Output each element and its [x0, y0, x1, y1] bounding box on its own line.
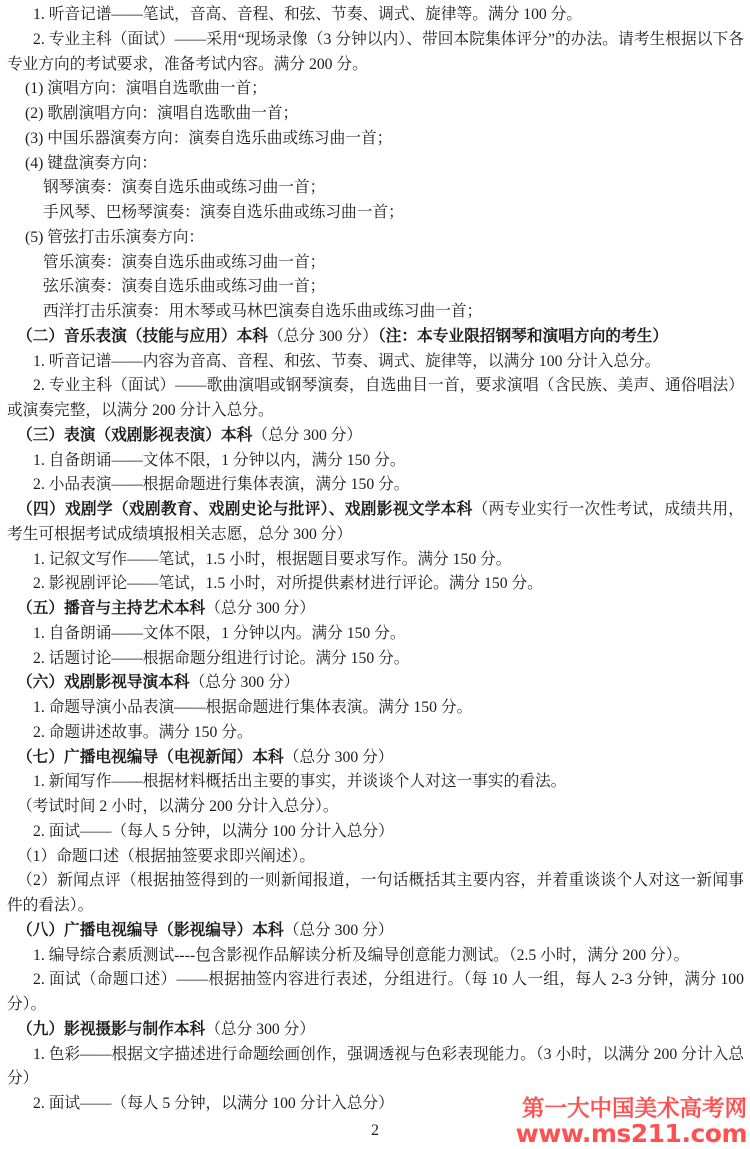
body-text: 2. 影视剧评论——笔试，1.5 小时，对所提供素材进行评论。满分 150 分。: [33, 575, 543, 593]
paragraph: [7, 127, 744, 152]
body-text: （总分 300 分）: [205, 1020, 316, 1038]
heading-text: （四）戏剧学（戏剧教育、戏剧史论与批评）、戏剧影视文学本科: [17, 501, 473, 518]
paragraph: [7, 28, 744, 78]
watermark-site-url: www.ms211.com: [515, 1118, 747, 1148]
paragraph: [7, 350, 744, 375]
body-text: （总分 300 分）: [252, 426, 363, 444]
paragraph: [7, 473, 744, 498]
paragraph: [7, 3, 744, 28]
section-heading: [7, 746, 744, 771]
paragraph: [7, 102, 744, 127]
site-watermark: [516, 1097, 747, 1147]
heading-text: （七）广播电视编导（电视新闻）本科: [17, 748, 284, 766]
paragraph: [7, 647, 744, 672]
watermark-site-name: 第一大中国美术高考网: [521, 1096, 747, 1122]
heading-text: （二）音乐表演（技能与应用）本科: [17, 327, 268, 345]
paragraph: [7, 374, 744, 424]
body-text: 1. 记叙文写作——笔试，1.5 小时，根据题目要求写作。满分 150 分。: [33, 550, 512, 568]
body-text: 2. 面试（命题口述）——根据抽签内容进行表述，分组进行。（每 10 人一组，每人 2-3 分钟，满分 100 分）。: [7, 971, 744, 1013]
paragraph: [7, 572, 744, 597]
body-text: 2. 专业主科（面试）——歌曲演唱或钢琴演奏，自选曲目一首，要求演唱（含民族、美声、通俗唱法）或演奏完整，以满分 200 分计入总分。: [7, 377, 744, 419]
page-number: 2: [371, 1122, 379, 1139]
body-text: 手风琴、巴杨琴演奏：演奏自选乐曲或练习曲一首；: [43, 204, 404, 221]
paragraph: [7, 770, 744, 795]
body-text: 1. 编导综合素质测试----包含影视作品解读分析及编导创意能力测试。（2.5 小时，满分 200 分）。: [33, 946, 690, 964]
paragraph: [7, 449, 744, 474]
paragraph: [7, 251, 744, 276]
heading-text: （六）戏剧影视导演本科: [17, 674, 190, 692]
section-heading: [7, 1018, 744, 1043]
body-text: （总分 300 分）: [189, 674, 300, 692]
section-heading: [7, 498, 744, 548]
heading-text: （八）广播电视编导（影视编导）本科: [17, 921, 284, 939]
body-text: 1. 自备朗诵——文体不限，1 分钟以内，满分 150 分。: [33, 451, 406, 469]
section-heading: [7, 671, 744, 696]
paragraph: [7, 176, 744, 201]
body-text: 1. 自备朗诵——文体不限，1 分钟以内。满分 150 分。: [33, 624, 406, 642]
section-heading: [7, 325, 744, 350]
body-text: 1. 新闻写作——根据材料概括出主要的事实，并谈谈个人对这一事实的看法。: [33, 773, 567, 791]
body-text: 2. 面试——（每人 5 分钟，以满分 100 分计入总分）: [33, 1095, 394, 1112]
body-text: 2. 专业主科（面试）——采用“现场录像（3 分钟以内）、带回本院集体评分”的办法。请考生根据以下各专业方向的考试要求，准备考试内容。满分 200 分。: [7, 30, 744, 73]
body-text: (5) 管弦打击乐演奏方向：: [25, 228, 205, 246]
paragraph: [7, 1043, 744, 1093]
heading-text: （注：本专业限招钢琴和演唱方向的考生）: [377, 327, 669, 345]
paragraph: [7, 152, 744, 177]
body-text: (2) 歌剧演唱方向：演唱自选歌曲一首；: [25, 105, 299, 122]
body-text: 1. 听音记谱——内容为音高、音程、和弦、节奏、调式、旋律等，以满分 100 分计入总分。: [33, 352, 661, 370]
body-text: 1. 命题导演小品表演——根据命题进行集体表演。满分 150 分。: [33, 699, 473, 716]
body-text: （1）命题口述（根据抽签要求即兴阐述）。: [17, 847, 316, 865]
section-heading: [7, 424, 744, 449]
body-text: （2）新闻点评（根据抽签得到的一则新闻报道，一句话概括其主要内容，并着重谈谈个人对这一新闻事件的看法）。: [7, 872, 744, 914]
paragraph: [7, 226, 744, 251]
body-text: 2. 面试——（每人 5 分钟，以满分 100 分计入总分）: [33, 822, 394, 840]
body-text: （总分 300 分）: [283, 921, 394, 939]
body-text: (4) 键盘演奏方向：: [25, 154, 158, 172]
body-text: （总分 300 分）: [283, 748, 394, 766]
body-text: 2. 小品表演——根据命题进行集体表演，满分 150 分。: [33, 476, 410, 494]
paragraph: [7, 820, 744, 845]
paragraph: [7, 622, 744, 647]
body-text: （考试时间 2 小时，以满分 200 分计入总分）。: [17, 798, 339, 815]
body-text: (3) 中国乐器演奏方向：演奏自选乐曲或练习曲一首；: [25, 129, 393, 147]
body-text: 1. 色彩——根据文字描述进行命题绘画创作，强调透视与色彩表现能力。（3 小时，以满分 200 分计入总分）: [7, 1045, 744, 1088]
heading-text: （九）影视摄影与制作本科: [17, 1020, 206, 1038]
body-text: 西洋打击乐演奏：用木琴或马林巴演奏自选乐曲或练习曲一首；: [43, 303, 483, 320]
paragraph: [7, 721, 744, 746]
paragraph: [7, 201, 744, 226]
paragraph: [7, 869, 744, 919]
paragraph: [7, 845, 744, 870]
section-heading: [7, 919, 744, 944]
paragraph: [7, 795, 744, 820]
heading-text: （三）表演（戏剧影视表演）本科: [17, 426, 253, 444]
body-text: （总分 300 分）: [205, 600, 316, 617]
paragraph: [7, 696, 744, 721]
body-text: 2. 话题讨论——根据命题分组进行讨论。满分 150 分。: [33, 649, 410, 667]
body-text: （总分 300 分）: [268, 327, 378, 345]
body-text: 2. 命题讲述故事。满分 150 分。: [33, 723, 253, 741]
paragraph: [7, 77, 744, 102]
paragraph: [7, 548, 744, 573]
body-text: （两专业实行一次性考试，成绩共用，考生可根据考试成绩填报相关志愿，总分 300 分）: [7, 501, 744, 543]
paragraph: [7, 300, 744, 325]
heading-text: （五）播音与主持艺术本科: [17, 600, 206, 617]
body-text: 钢琴演奏：演奏自选乐曲或练习曲一首；: [43, 179, 326, 197]
section-heading: [7, 597, 744, 622]
body-text: 管乐演奏：演奏自选乐曲或练习曲一首；: [43, 253, 326, 271]
paragraph: [7, 275, 744, 300]
body-text: (1) 演唱方向：演唱自选歌曲一首；: [25, 80, 267, 98]
body-text: 1. 听音记谱——笔试，音高、音程、和弦、节奏、调式、旋律等。满分 100 分。: [33, 6, 583, 23]
body-text: 弦乐演奏：演奏自选乐曲或练习曲一首；: [43, 278, 326, 296]
paragraph: [7, 944, 744, 969]
paragraph: [7, 968, 744, 1018]
